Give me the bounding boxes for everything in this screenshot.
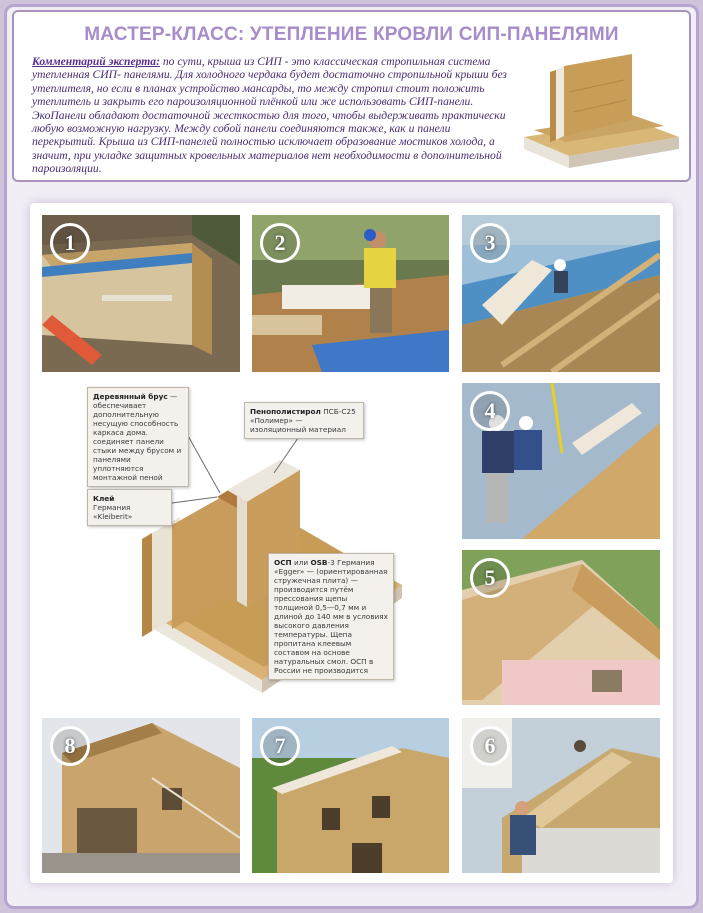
comment-text: по сути, крыша из СИП - это классическая стропильная система утепленная СИП- панелями. Для холодного чердака будет достаточно стропильной крыши без утеплителя, но если в планах устройство мансарды, то между стропил стоит положить утеплитель и закрыть его пароизоляционной плёнкой или же использовать СИП-панели. ЭкоПанели обладают достаточной жесткостью для того, чтобы выдерживать практически любую возможную нагрузку. Между собой панели соединяются также, как и панели перекрытий. Крыша из СИП-панелей полностью исключает образование мостиков холода, а значит, при укладке защитных кровельных материалов нет необходимости в дополнительной пароизоляции.	[32, 55, 507, 176]
step-number-4: 4	[470, 391, 510, 431]
callout-beam-text: — обеспечивает дополнительную несущую способность каркаса дома. соединяет панели стыки между брусом и панелями уплотняются монтажной пеной	[93, 392, 182, 482]
callout-beam	[87, 387, 189, 487]
callout-glue	[87, 489, 172, 526]
callout-beam-title: Деревянный брус	[93, 392, 168, 401]
sip-panel-illustration	[514, 52, 684, 172]
step-number-3: 3	[470, 223, 510, 263]
step-photo-5	[462, 550, 660, 705]
callout-glue-title: Клей	[93, 494, 115, 503]
page-title: МАСТЕР-КЛАСС: УТЕПЛЕНИЕ КРОВЛИ СИП-ПАНЕЛЯМИ	[84, 24, 619, 45]
callout-osb-text: -3 Германия «Egger» — (ориентированная стружечная плита) — производится путём прессования щепы толщиной 0,5—0,7 мм и длиной до 140 мм в условиях высокого давления температуры. Щепа пропитана клеевым составом на основе натуральных смол. ОСП в России не производится	[274, 558, 388, 675]
sip-structure-diagram	[42, 385, 452, 703]
step-number-7: 7	[260, 726, 300, 766]
step-photo-4	[462, 383, 660, 539]
step-number-8: 8	[50, 726, 90, 766]
callout-foam-text: ПСБ-С25 «Полимер» — изоляционный материал	[250, 407, 356, 434]
callout-osb-title-b: OSB	[310, 558, 328, 567]
step-number-5: 5	[470, 558, 510, 598]
callout-foam-title: Пенополистирол	[250, 407, 321, 416]
callout-foam	[244, 402, 364, 439]
callout-osb	[268, 553, 394, 680]
step-photo-2	[252, 215, 449, 372]
step-number-2: 2	[260, 223, 300, 263]
step-photo-7	[252, 718, 449, 873]
header-panel	[12, 10, 691, 182]
callout-osb-mid: или	[291, 558, 311, 567]
comment-lead: Комментарий эксперта:	[32, 55, 160, 68]
step-photo-1	[42, 215, 240, 372]
step-number-1: 1	[50, 223, 90, 263]
callout-osb-title-a: ОСП	[274, 558, 292, 567]
step-photo-8	[42, 718, 240, 873]
callout-glue-text: Германия «Kleiberit»	[93, 503, 133, 521]
step-photo-6	[462, 718, 660, 873]
expert-comment	[32, 55, 512, 176]
step-photo-3	[462, 215, 660, 372]
step-number-6: 6	[470, 726, 510, 766]
